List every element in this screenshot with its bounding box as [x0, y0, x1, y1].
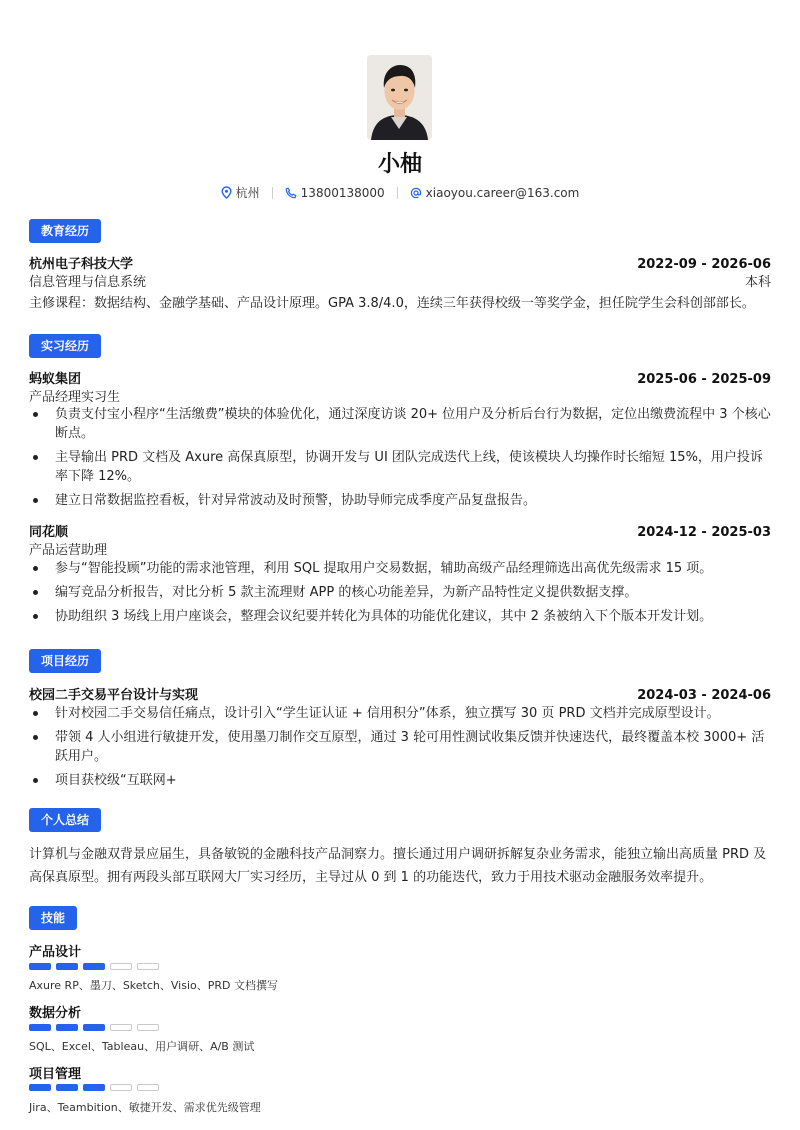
- project-bullets: [29, 704, 771, 795]
- education-dates: 2022-09 - 2026-06: [637, 257, 771, 272]
- education-header: [29, 253, 771, 272]
- skill-level-filled: [83, 1024, 105, 1031]
- school-name: 杭州电子科技大学: [29, 257, 134, 272]
- section-internship-heading: 实习经历: [29, 334, 101, 358]
- internship-role-row: [29, 386, 771, 405]
- summary-text: 计算机与金融双背景应届生，具备敏锐的金融科技产品洞察力。擅长通过用户调研拆解复杂业务需求，能独立输出高质量 PRD 及高保真原型。拥有两段头部互联网大厂实习经历，主导过从 0 到 1 的功能迭代，致力于用技术驱动金融服务效率提升。: [29, 847, 767, 885]
- skill-level-empty: [137, 963, 159, 970]
- candidate-name: 小柚: [377, 152, 422, 177]
- skill-level-filled: [29, 1084, 51, 1091]
- internship-bullets: [29, 405, 771, 515]
- skill-name: 数据分析: [29, 1006, 82, 1021]
- section-skills-heading: 技能: [29, 906, 77, 930]
- phone-icon: [285, 187, 297, 199]
- skill-level-empty: [110, 1084, 132, 1091]
- skill-level-bar: [29, 963, 159, 970]
- list-item: 针对校园二手交易信任痛点，设计引入“学生证认证 + 信用积分”体系，独立撰写 30 页 PRD 文档并完成原型设计。: [29, 704, 771, 723]
- city-text: 杭州: [235, 186, 260, 200]
- list-item: 主导输出 PRD 文档及 Axure 高保真原型，协调开发与 UI 团队完成迭代上线，使该模块人均操作时长缩短 15%，用户投诉率下降 12%。: [29, 448, 771, 486]
- skill-level-empty: [137, 1024, 159, 1031]
- contact-divider: [272, 187, 273, 199]
- skill-description: Jira、Teambition、敏捷开发、需求优先级管理: [29, 1101, 261, 1114]
- internship-role: 产品经理实习生: [29, 390, 121, 405]
- internship-role-row: [29, 539, 771, 558]
- contact-email[interactable]: [410, 186, 580, 200]
- contact-location: [221, 184, 260, 201]
- internship-dates: 2024-12 - 2025-03: [637, 525, 771, 540]
- list-item: 项目获校级“互联网+: [29, 771, 771, 790]
- internship-header: [29, 368, 771, 387]
- internship-role: 产品运营助理: [29, 543, 108, 558]
- contact-divider: [397, 187, 398, 199]
- list-item: 负责支付宝小程序“生活缴费”模块的体验优化，通过深度访谈 20+ 位用户及分析后台行为数据，定位出缴费流程中 3 个核心断点。: [29, 405, 771, 443]
- contact-info: [0, 184, 800, 201]
- list-item: 带领 4 人小组进行敏捷开发，使用墨刀制作交互原型，通过 3 轮可用性测试收集反馈并快速迭代，最终覆盖本校 3000+ 活跃用户。: [29, 728, 771, 766]
- skill-level-filled: [29, 963, 51, 970]
- contact-phone[interactable]: [285, 186, 385, 200]
- skill-level-filled: [29, 1024, 51, 1031]
- project-dates: 2024-03 - 2024-06: [637, 688, 771, 703]
- skill-description: Axure RP、墨刀、Sketch、Visio、PRD 文档撰写: [29, 979, 278, 992]
- skill-level-bar: [29, 1084, 159, 1091]
- major-name: 信息管理与信息系统: [29, 275, 147, 290]
- internship-header: [29, 521, 771, 540]
- section-education-heading: 教育经历: [29, 219, 101, 243]
- skill-name: 产品设计: [29, 945, 82, 960]
- list-item: 编写竞品分析报告，对比分析 5 款主流理财 APP 的核心功能差异，为新产品特性定义提供数据支撑。: [29, 583, 771, 602]
- section-summary-heading: 个人总结: [29, 808, 101, 832]
- skill-description: SQL、Excel、Tableau、用户调研、A/B 测试: [29, 1040, 255, 1053]
- degree-level: 本科: [744, 275, 771, 290]
- education-details: 主修课程：数据结构、金融学基础、产品设计原理。GPA 3.8/4.0，连续三年获得校级一等奖学金，担任院学生会科创部部长。: [29, 296, 755, 311]
- list-item: 建立日常数据监控看板，针对异常波动及时预警，协助导师完成季度产品复盘报告。: [29, 491, 771, 510]
- profile-photo: [367, 55, 432, 140]
- email-text: xiaoyou.career@163.com: [425, 185, 580, 200]
- list-item: 参与“智能投顾”功能的需求池管理，利用 SQL 提取用户交易数据，辅助高级产品经理筛选出高优先级需求 15 项。: [29, 559, 771, 578]
- skill-level-bar: [29, 1024, 159, 1031]
- skill-level-filled: [56, 1084, 78, 1091]
- skill-level-empty: [137, 1084, 159, 1091]
- skill-level-filled: [56, 1024, 78, 1031]
- skill-level-filled: [83, 1084, 105, 1091]
- skill-level-filled: [56, 963, 78, 970]
- location-icon: [221, 186, 232, 199]
- project-title: 校园二手交易平台设计与实现: [29, 688, 199, 703]
- phone-text: 13800138000: [300, 185, 385, 200]
- company-name: 同花顺: [29, 525, 69, 540]
- education-subheader: [29, 271, 771, 290]
- company-name: 蚂蚁集团: [29, 372, 82, 387]
- list-item: 协助组织 3 场线上用户座谈会，整理会议纪要并转化为具体的功能优化建议，其中 2 条被纳入下个版本开发计划。: [29, 607, 771, 626]
- skill-level-empty: [110, 1024, 132, 1031]
- internship-bullets: [29, 559, 771, 631]
- skill-level-empty: [110, 963, 132, 970]
- project-header: [29, 684, 771, 703]
- skill-name: 项目管理: [29, 1067, 82, 1082]
- section-projects-heading: 项目经历: [29, 649, 101, 673]
- internship-dates: 2025-06 - 2025-09: [637, 372, 771, 387]
- at-icon: [410, 187, 422, 199]
- skill-level-filled: [83, 963, 105, 970]
